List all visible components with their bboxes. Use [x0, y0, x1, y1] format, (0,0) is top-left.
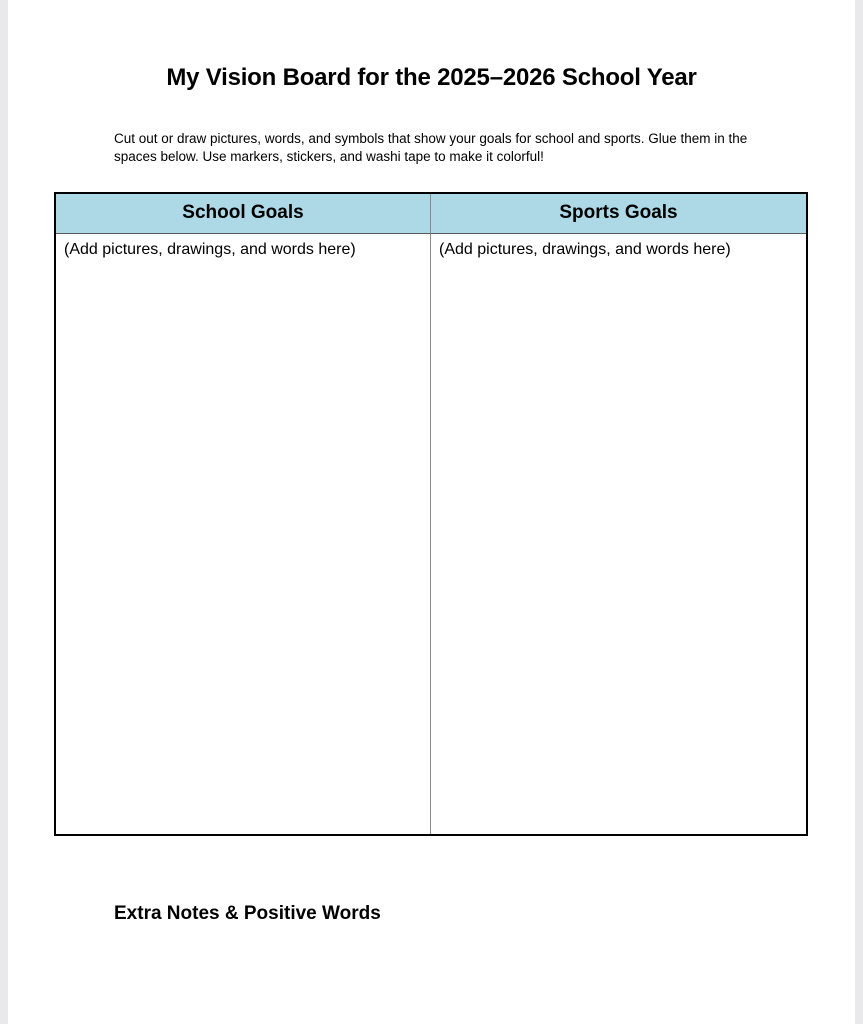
sports-goals-placeholder: (Add pictures, drawings, and words here) — [439, 241, 731, 258]
school-goals-heading: School Goals — [56, 194, 431, 234]
instructions-text: Cut out or draw pictures, words, and symbols that show your goals for school and sports. Glue them in the spaces below. Use markers, stickers, and washi tape to make it colorful! — [114, 131, 748, 164]
document-page — [8, 0, 855, 1024]
sports-goals-area — [431, 234, 806, 834]
vision-board-table — [54, 192, 808, 836]
school-goals-placeholder: (Add pictures, drawings, and words here) — [64, 241, 356, 258]
sports-goals-heading: Sports Goals — [431, 194, 806, 234]
school-goals-area — [56, 234, 431, 834]
notes-heading: Extra Notes & Positive Words — [114, 903, 381, 924]
page-title: My Vision Board for the 2025–2026 School Year — [166, 64, 697, 91]
